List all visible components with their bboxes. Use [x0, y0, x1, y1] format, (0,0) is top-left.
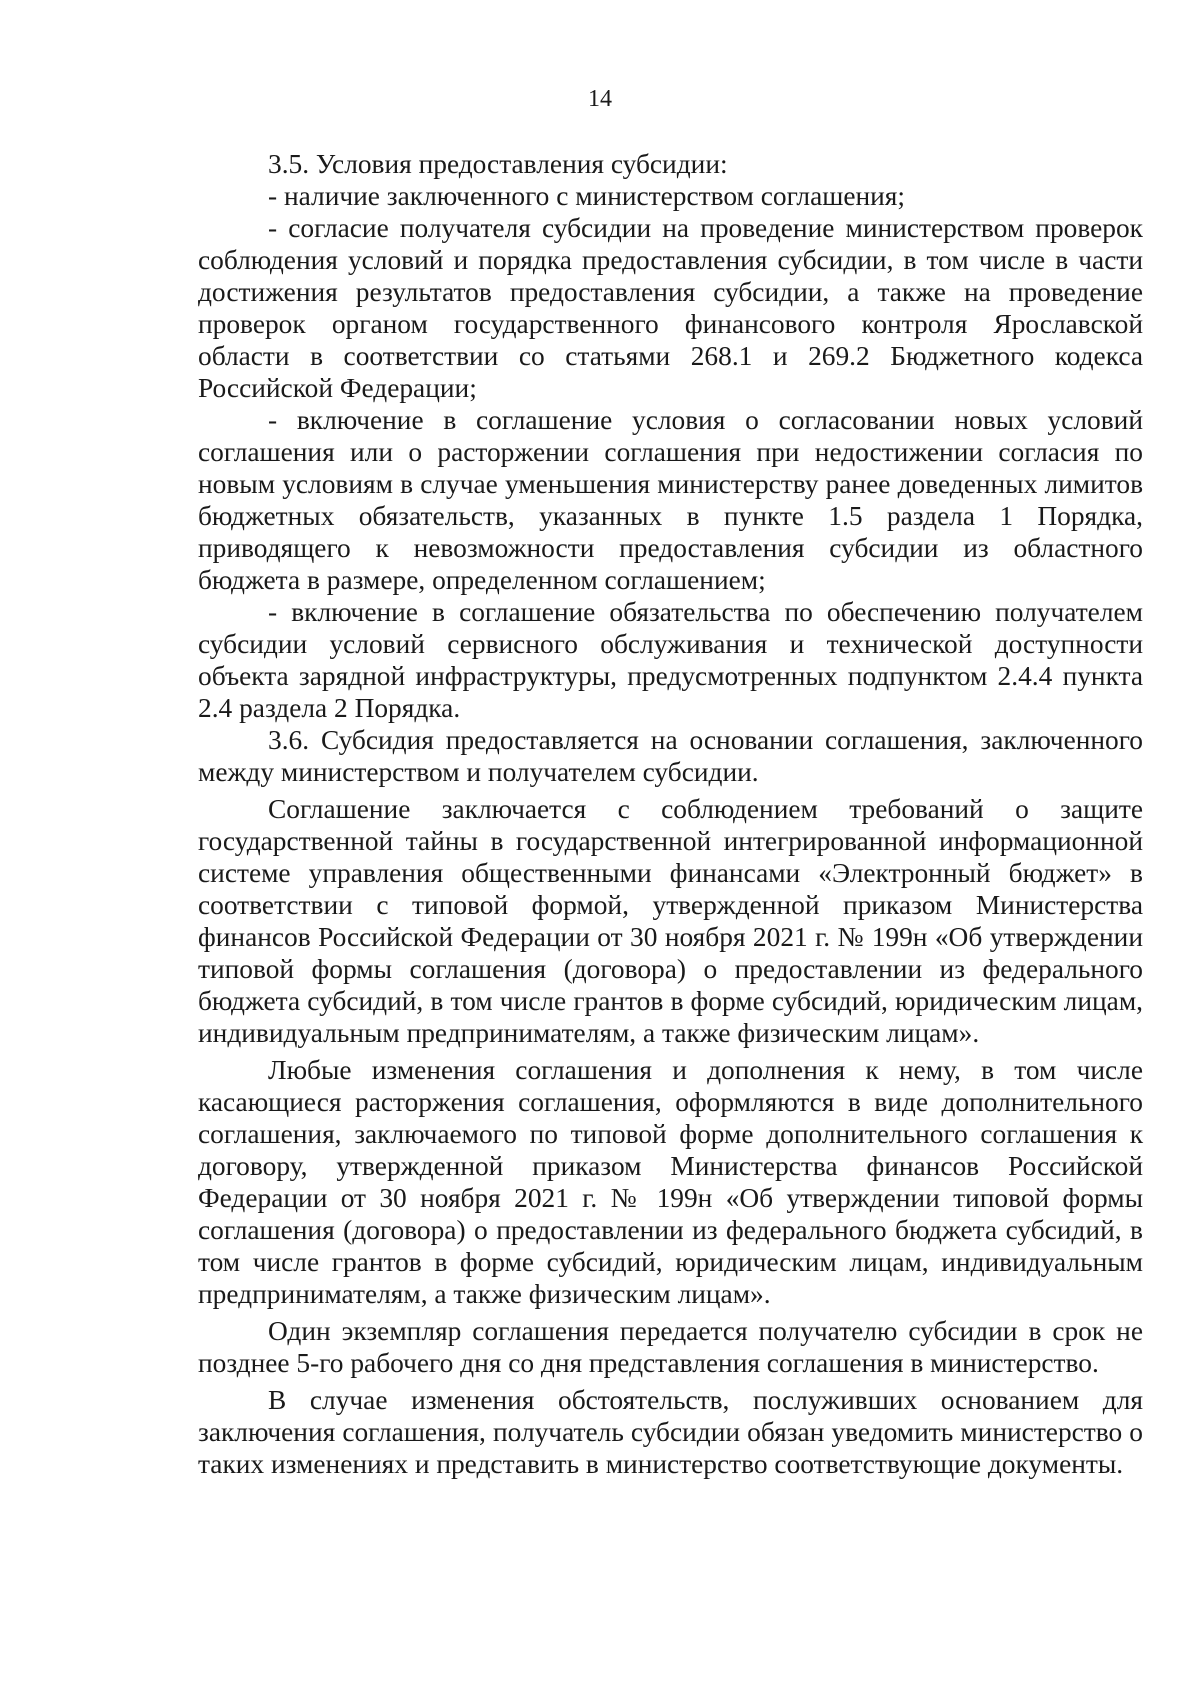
- condition-new-terms: - включение в соглашение условия о согласовании новых условий соглашения или о расторжении соглашения при недостижении согласия по новым условиям в случае уменьшения министерству ранее доведенных лимитов бюджетных обязательств, указанных в пункте 1.5 раздела 1 Порядка, приводящего к невозможности предоставления субсидии из областного бюджета в размере, определенном соглашением;: [198, 405, 1143, 595]
- agreement-copy-paragraph: Один экземпляр соглашения передается получателю субсидии в срок не позднее 5-го рабочего дня со дня представления соглашения в министерство.: [198, 1316, 1143, 1378]
- agreement-changes-paragraph: Любые изменения соглашения и дополнения к нему, в том числе касающиеся расторжения соглашения, оформляются в виде дополнительного соглашения, заключаемого по типовой форме дополнительного соглашения к договору, утвержденной приказом Министерства финансов Российской Федерации от 30 ноября 2021 г. № 199н «Об утверждении типовой формы соглашения (договора) о предоставлении из федерального бюджета субсидий, в том числе грантов в форме субсидий, юридическим лицам, индивидуальным предпринимателям, а также физическим лицам».: [198, 1055, 1143, 1309]
- circumstances-change-paragraph: В случае изменения обстоятельств, послуживших основанием для заключения соглашения, получатель субсидии обязан уведомить министерство о таких изменениях и представить в министерство соответствующие документы.: [198, 1385, 1143, 1479]
- condition-agreement: - наличие заключенного с министерством соглашения;: [268, 181, 906, 211]
- condition-service-obligation: - включение в соглашение обязательства по обеспечению получателем субсидии условий сервисного обслуживания и технической доступности объекта зарядной инфраструктуры, предусмотренных подпунктом 2.4.4 пункта 2.4 раздела 2 Порядка.: [198, 597, 1143, 723]
- condition-consent-inspections: - согласие получателя субсидии на проведение министерством проверок соблюдения условий и порядка предоставления субсидии, в том числе в части достижения результатов предоставления субсидии, а также на проведение проверок органом государственного финансового контроля Ярославской области в соответствии со статьями 268.1 и 269.2 Бюджетного кодекса Российской Федерации;: [198, 213, 1143, 403]
- document-body: [198, 148, 1143, 1480]
- agreement-conclusion-paragraph: Соглашение заключается с соблюдением требований о защите государственной тайны в государственной интегрированной информационной системе управления общественными финансами «Электронный бюджет» в соответствии с типовой формой, утвержденной приказом Министерства финансов Российской Федерации от 30 ноября 2021 г. № 199н «Об утверждении типовой формы соглашения (договора) о предоставлении из федерального бюджета субсидий, в том числе грантов в форме субсидий, юридическим лицам, индивидуальным предпринимателям, а также физическим лицам».: [198, 794, 1143, 1048]
- page-number: 14: [588, 86, 612, 112]
- section-3-6-paragraph: 3.6. Субсидия предоставляется на основании соглашения, заключенного между министерством и получателем субсидии.: [198, 725, 1143, 787]
- section-3-5-heading: 3.5. Условия предоставления субсидии:: [268, 149, 728, 179]
